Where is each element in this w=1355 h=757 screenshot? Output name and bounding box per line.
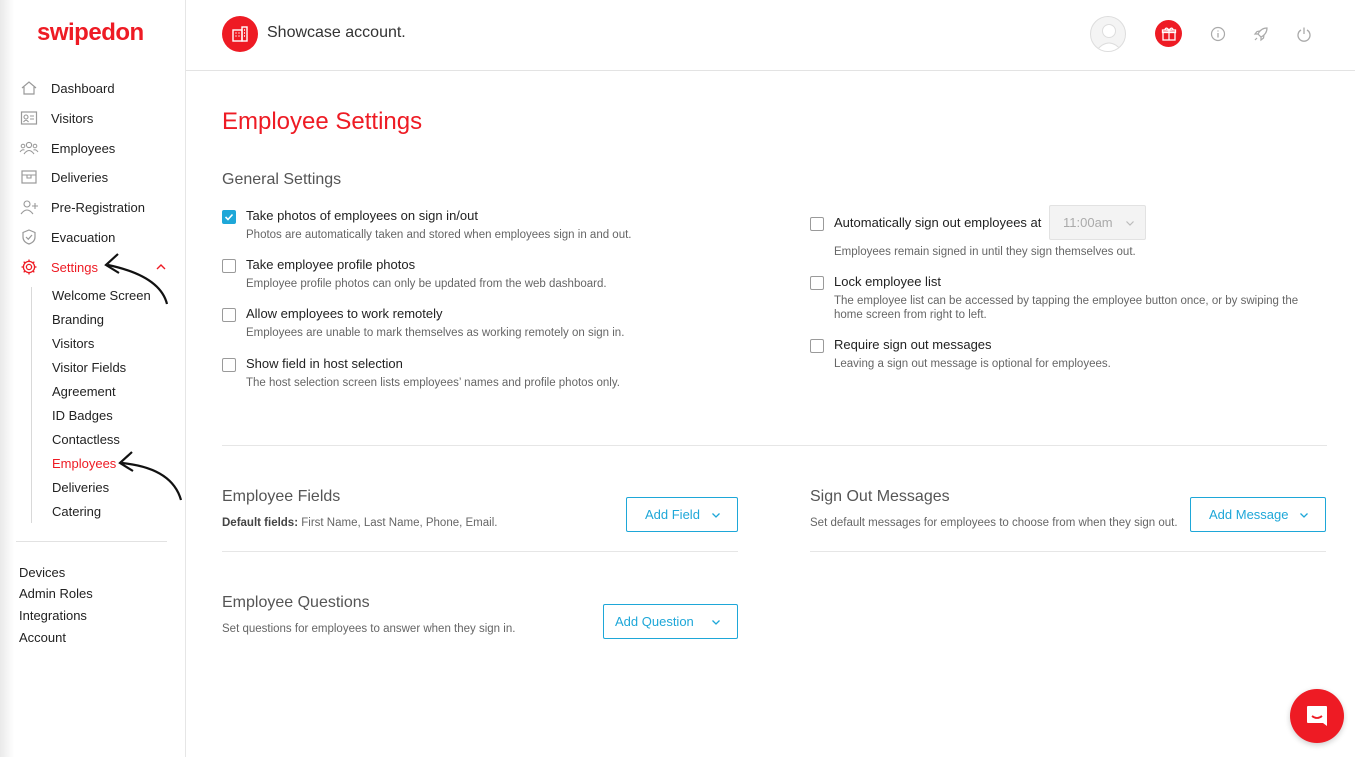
button-label: Add Field <box>645 507 700 522</box>
checkbox-profile-photos[interactable] <box>222 259 236 273</box>
sidebar-item-pre-registration[interactable] <box>19 196 145 218</box>
page-title: Employee Settings <box>222 108 423 135</box>
option-take-photos <box>222 208 782 248</box>
option-label: Take photos of employees on sign in/out <box>246 208 478 223</box>
option-work-remotely <box>222 306 782 346</box>
button-label: Add Question <box>615 614 694 629</box>
option-description: The host selection screen lists employees’ names and profile photos only. <box>246 377 620 389</box>
avatar[interactable] <box>1090 16 1126 52</box>
checkbox-host-selection[interactable] <box>222 358 236 372</box>
sidebar <box>0 0 186 757</box>
settings-subitem-catering[interactable]: Catering <box>52 504 102 519</box>
sidebar-item-employees[interactable] <box>19 137 115 159</box>
option-label: Lock employee list <box>834 274 941 289</box>
gear-icon <box>19 257 39 277</box>
sidebar-item-label: Deliveries <box>51 169 109 185</box>
sidebar-item-dashboard[interactable] <box>19 77 115 99</box>
visitor-card-icon <box>19 108 39 128</box>
chat-icon <box>1304 703 1330 729</box>
add-question-button[interactable] <box>603 604 738 639</box>
settings-subitem-contactless[interactable]: Contactless <box>52 432 120 447</box>
employee-fields-title: Employee Fields <box>222 488 341 505</box>
option-label: Require sign out messages <box>834 337 992 352</box>
option-profile-photos <box>222 257 782 297</box>
section-divider <box>222 445 1327 446</box>
checkbox-require-sign-out-messages[interactable] <box>810 339 824 353</box>
check-icon <box>223 211 235 223</box>
chat-launcher-button[interactable] <box>1290 689 1344 743</box>
option-host-selection <box>222 356 782 396</box>
option-label: Allow employees to work remotely <box>246 306 443 321</box>
sidebar-item-deliveries[interactable] <box>19 166 108 188</box>
annotation-arrow-employees <box>114 448 186 504</box>
chevron-down-icon <box>711 617 721 627</box>
settings-subitem-welcome-screen[interactable]: Welcome Screen <box>52 288 151 303</box>
settings-subitem-branding[interactable]: Branding <box>52 312 105 327</box>
option-description: Employees are unable to mark themselves as working remotely on sign in. <box>246 327 625 339</box>
sign-out-messages-title: Sign Out Messages <box>810 488 950 505</box>
info-icon[interactable] <box>1209 25 1227 43</box>
general-settings-title: General Settings <box>222 171 342 188</box>
add-field-button[interactable] <box>626 497 738 532</box>
option-description: Employee profile photos can only be updated from the web dashboard. <box>246 278 607 290</box>
sidebar-item-label: Dashboard <box>51 80 115 96</box>
sidebar-item-visitors[interactable] <box>19 107 93 129</box>
building-icon[interactable] <box>222 16 258 52</box>
employee-questions-title: Employee Questions <box>222 594 370 611</box>
option-description-line1: The employee list can be accessed by tapping the employee button once, or by swiping the <box>834 295 1299 307</box>
chevron-down-icon <box>1299 510 1309 520</box>
sidebar-item-label: Settings <box>51 259 98 275</box>
checkbox-work-remotely[interactable] <box>222 308 236 322</box>
default-fields-value: First Name, Last Name, Phone, Email. <box>298 517 498 529</box>
checkbox-take-photos[interactable] <box>222 210 236 224</box>
sidebar-divider <box>16 541 167 542</box>
option-description-line2: home screen from right to left. <box>834 309 987 321</box>
add-message-button[interactable] <box>1190 497 1326 532</box>
annotation-arrow-settings <box>100 248 172 308</box>
sidebar-shadow <box>0 0 14 757</box>
gift-icon[interactable] <box>1155 20 1182 47</box>
sidebar-item-label: Evacuation <box>51 229 116 245</box>
settings-subitem-visitors[interactable]: Visitors <box>52 336 95 351</box>
account-name: Showcase account. <box>267 24 406 41</box>
default-fields-label: Default fields: <box>222 517 299 529</box>
sign-out-messages-description: Set default messages for employees to choose from when they sign out. <box>810 517 1178 529</box>
shield-icon <box>19 227 39 247</box>
people-icon <box>19 138 39 158</box>
sidebar-item-settings[interactable] <box>19 256 98 278</box>
option-description: Employees remain signed in until they sign themselves out. <box>834 246 1136 258</box>
sidebar-item-integrations[interactable]: Integrations <box>19 608 87 623</box>
option-label: Take employee profile photos <box>246 257 416 272</box>
power-icon[interactable] <box>1295 25 1313 43</box>
box-icon <box>19 167 39 187</box>
employee-questions-description: Set questions for employees to answer when they sign in. <box>222 623 516 635</box>
chevron-down-icon <box>1125 218 1135 228</box>
settings-subitem-id-badges[interactable]: ID Badges <box>52 408 113 423</box>
sidebar-item-devices[interactable]: Devices <box>19 565 66 580</box>
sidebar-item-label: Pre-Registration <box>51 199 145 215</box>
sidebar-item-label: Visitors <box>51 110 94 126</box>
checkbox-lock-employee-list[interactable] <box>810 276 824 290</box>
chevron-down-icon <box>711 510 721 520</box>
settings-subitem-agreement[interactable]: Agreement <box>52 384 116 399</box>
option-require-sign-out-messages <box>810 337 1330 377</box>
sidebar-item-evacuation[interactable] <box>19 226 115 248</box>
option-label: Show field in host selection <box>246 356 403 371</box>
time-select-value: 11:00am <box>1063 215 1113 230</box>
option-description: Leaving a sign out message is optional for employees. <box>834 358 1111 370</box>
swipedon-logo[interactable]: swipedon <box>37 19 144 46</box>
settings-subitem-visitor-fields[interactable]: Visitor Fields <box>52 360 127 375</box>
sidebar-item-account[interactable]: Account <box>19 630 66 645</box>
option-lock-employee-list <box>810 274 1330 324</box>
home-icon <box>19 78 39 98</box>
sign-out-messages-divider <box>810 551 1326 552</box>
option-description: Photos are automatically taken and stored when employees sign in and out. <box>246 229 632 241</box>
settings-subitem-deliveries[interactable]: Deliveries <box>52 480 110 495</box>
submenu-guide-line <box>31 287 32 523</box>
option-label: Automatically sign out employees at <box>834 215 1042 230</box>
employee-fields-divider <box>222 551 738 552</box>
sidebar-item-label: Employees <box>51 140 116 156</box>
default-fields-text <box>222 517 497 529</box>
checkbox-auto-sign-out[interactable] <box>810 217 824 231</box>
button-label: Add Message <box>1209 507 1289 522</box>
sidebar-item-admin-roles[interactable]: Admin Roles <box>19 586 93 601</box>
rocket-icon[interactable] <box>1252 25 1270 43</box>
user-plus-icon <box>19 197 39 217</box>
auto-sign-out-time-select[interactable] <box>1049 205 1146 240</box>
settings-subitem-employees[interactable]: Employees <box>52 456 117 471</box>
